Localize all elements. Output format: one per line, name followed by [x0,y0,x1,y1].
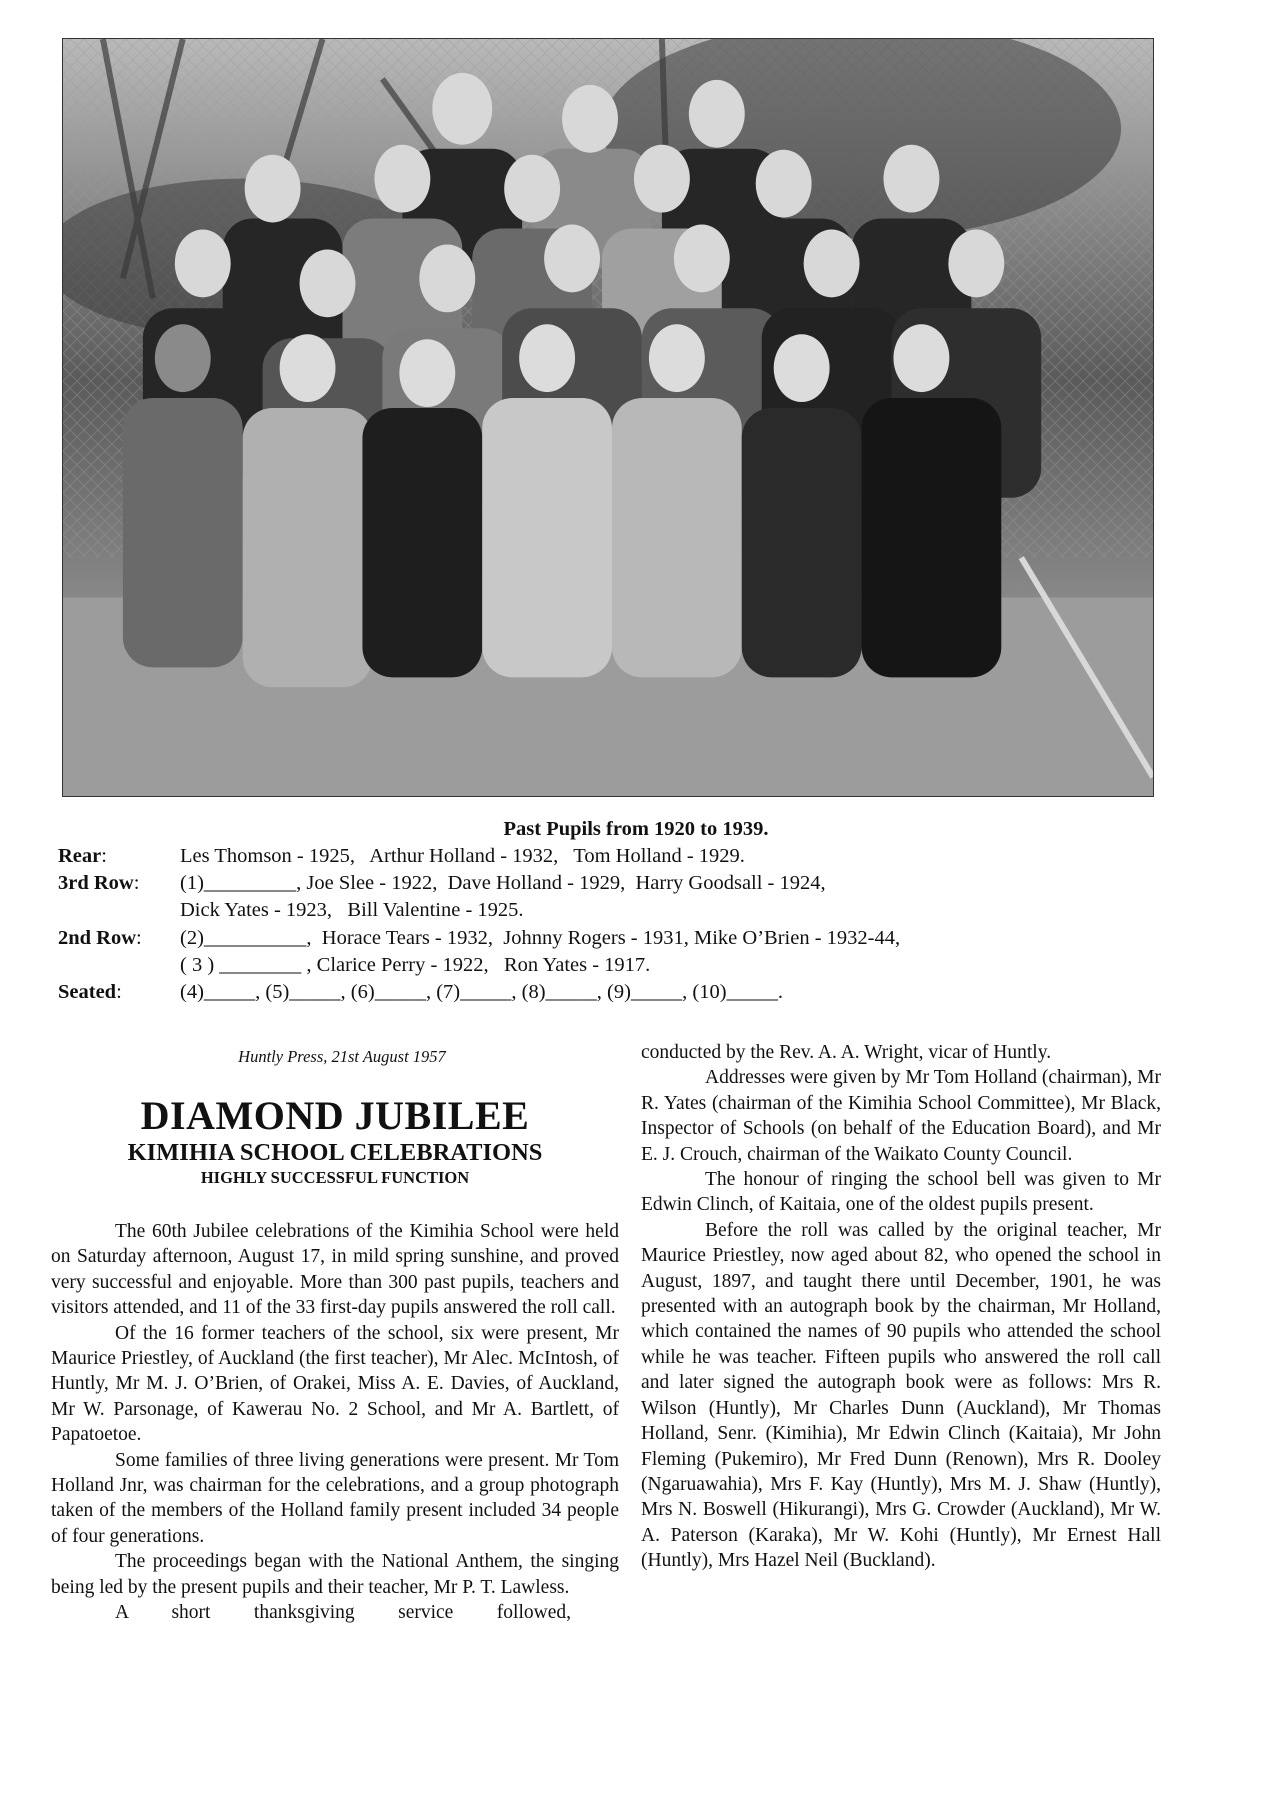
roster-row-3rd-cont [58,897,1198,924]
photo-caption-roster [58,843,1198,1006]
roster-row-seated: Seated: (4)_____, (5)_____, (6)_____, (7)_____, (8)_____, (9)_____, (10)_____. [58,979,1198,1006]
article-paragraph: A short thanksgiving service followed, [115,1602,571,1624]
roster-label: 3rd Row [58,872,134,895]
roster-row-rear: Rear: Les Thomson - 1925, Arthur Holland - 1932, Tom Holland - 1929. [58,843,1198,870]
article-subheadline: KIMIHIA SCHOOL CELEBRATIONS [127,1139,543,1166]
roster-label: Seated [58,981,117,1004]
article-paragraph: conducted by the Rev. A. A. Wright, vicar of Huntly. [641,1042,1052,1063]
article-headline: DIAMOND JUBILEE [140,1093,530,1138]
roster-names: (1)_________, Joe Slee - 1922, Dave Holland - 1929, Harry Goodsall - 1924, [180,872,826,895]
roster-label: Rear [58,845,102,867]
article-paragraph: The proceedings began with the National Anthem, the singing being led by the present pupils and their teacher, Mr P. T. Lawless. [51,1551,619,1598]
roster-names: Les Thomson - 1925, Arthur Holland - 1932, Tom Holland - 1929. [180,845,745,867]
group-photograph [62,38,1154,797]
article-paragraph: Addresses were given by Mr Tom Holland (chairman), Mr R. Yates (chairman of the Kimihia School Committee), Mr Black, Inspector of Schools (on behalf of the Education Board), and Mr E. J. Crouch, chairman of the Waikato County Council. [641,1067,1161,1165]
roster-names: ( 3 ) ________ , Clarice Perry - 1922, Ron Yates - 1917. [180,953,651,976]
article-tagline: HIGHLY SUCCESSFUL FUNCTION [200,1168,470,1187]
article-column-left [51,1219,619,1626]
roster-row-2nd-cont [58,952,1198,979]
article-column-right [641,1040,1161,1574]
group-photo-illustration [63,39,1153,796]
article-paragraph: The 60th Jubilee celebrations of the Kimihia School were held on Saturday afternoon, August 17, in mild spring sunshine, and proved very successful and enjoyable. More than 300 past pupils, teachers and visitors attended, and 11 of the 33 first-day pupils answered the roll call. [51,1221,619,1319]
photo-caption-title: Past Pupils from 1920 to 1939. [503,818,769,840]
roster-names: Dick Yates - 1923, Bill Valentine - 1925. [180,899,524,922]
article-paragraph: Some families of three living generations were present. Mr Tom Holland Jnr, was chairman for the celebrations, and a group photograph taken of the members of the Holland family present included 34 people of four generations. [51,1449,619,1547]
article-paragraph: The honour of ringing the school bell was given to Mr Edwin Clinch, of Kaitaia, one of the oldest pupils present. [641,1169,1161,1216]
article-source: Huntly Press, 21st August 1957 [238,1047,446,1066]
roster-names: (2)__________, Horace Tears - 1932, Johnny Rogers - 1931, Mike O’Brien - 1932-44, [180,926,901,949]
article-paragraph: Of the 16 former teachers of the school, six were present, Mr Maurice Priestley, of Auckland (the first teacher), Mr Alec. McIntosh, of Huntly, Mr M. J. O’Brien, of Orakei, Miss A. E. Davies, of Auckland, Mr W. Parsonage, of Kawerau No. 2 School, and Mr A. Bartlett, of Papatoetoe. [51,1322,619,1446]
roster-names: (4)_____, (5)_____, (6)_____, (7)_____, (8)_____, (9)_____, (10)_____. [180,981,783,1004]
article-paragraph: Before the roll was called by the original teacher, Mr Maurice Priestley, now aged about 82, who opened the school in August, 1897, and taught there until December, 1901, he was presented with an autograph book by the chairman, Mr Holland, which contained the names of 90 pupils who attended the school while he was teacher. Fifteen pupils who answered the roll call and later signed the autograph book were as follows: Mrs R. Wilson (Huntly), Mr Charles Dunn (Auckland), Mr Thomas Holland, Senr. (Kimihia), Mr Edwin Clinch (Kaitaia), Mr John Fleming (Pukemiro), Mr Fred Dunn (Renown), Mrs R. Dooley (Ngaruawahia), Mrs F. Kay (Huntly), Mrs M. J. Shaw (Huntly), Mrs N. Boswell (Hikurangi), Mrs G. Crowder (Auckland), Mr W. A. Paterson (Karaka), Mr W. Kohi (Huntly), Mr Ernest Hall (Huntly), Mrs Hazel Neil (Buckland). [641,1219,1161,1572]
roster-row-2nd: 2nd Row: (2)__________, Horace Tears - 1932, Johnny Rogers - 1931, Mike O’Brien - 1932-44, [58,925,1198,952]
roster-label: 2nd Row [58,926,137,949]
roster-row-3rd: 3rd Row: (1)_________, Joe Slee - 1922, Dave Holland - 1929, Harry Goodsall - 1924, [58,870,1198,897]
